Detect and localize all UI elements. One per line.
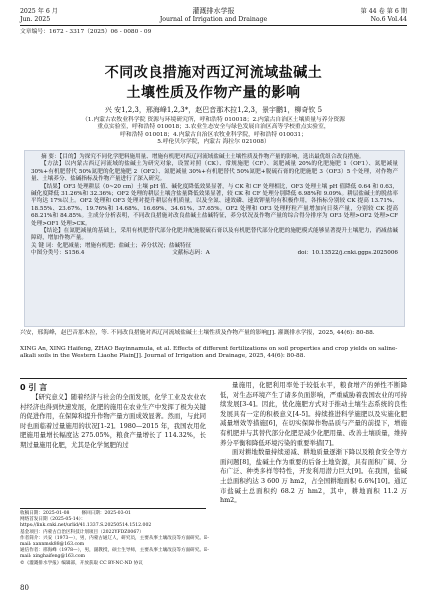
abstract-results: 【结果】OF3 处理耕层（0~20 cm）土壤 pH 值、碱化度降低效果显著，与 CK 和 CF 处理相比，OF3 处理土壤 pH 值降低 0.64 和 0.63，碱化度降低 31.26%和 32.36%；OF2 处理的耕层土壤含盐量降低效果显著，较 CK 和 CF 处理分别降低 6.98%和 9.09%。耕层盐碱土的脱盐率平均达 17%以上。OF2 处理和 OF3 处理对提升耕层有机质量，以及全氮、速效磷、速效钾量均有积极作用，各指标分别较 CK 提高 13.71%、18.55%、23.67%、19.76%和 14.68%、16.69%、34.61%、37.65%。OF2 处理和 OF3 处理籽粒产量增加向日葵产量，分别较 CK 提高 68.21%和 84.85%。主成分分析表明，不同改良措施对改良盐碱土盐碱特征，养分状况及作物产量的综合得分排序为 OF3 处理>OF2 处理>CF 处理>OF1 处理>CK。 [31, 183, 398, 227]
revised-date: 修回日期：2025-03-01 [81, 511, 131, 516]
header-date-en: Jun. 2025 [20, 16, 51, 23]
title-line2: 土壤性质及作物产量的影响 [126, 85, 301, 101]
header-journal-cn: 灌溉排水学报 [192, 7, 235, 15]
header-journal-en: Journal of Irrigation and Drainage [159, 16, 268, 23]
doc-code: 文章编号：1672 - 3317（2025）06 - 0080 - 09 [20, 29, 152, 35]
header-rule [20, 25, 407, 26]
affiliation-line: 5.呼伦贝尔学院，内蒙古 海拉尔 021008） [157, 139, 270, 146]
online-date: 网络首发日期（2025-05-14）：https://link.cnki.net/urlid/41.1337.S.20250514.1512.002 [20, 517, 152, 529]
abstract-objective: 摘 要：【目的】为探究不同化学肥料施用量、增施有机肥对西辽河流域盐碱土土壤性质及作物产量的影响，选出最优组合改良措施。 [41, 154, 365, 160]
section-heading: 0 引 言 [20, 383, 48, 392]
header-vol-en: No.6 Vol.44 [370, 16, 407, 23]
license: ©《灌溉排水学报》编辑部，开放获取 CC BY-NC-ND 协议 [20, 560, 143, 566]
citation-rule [20, 378, 407, 379]
corresponding-author: 通信作者：邢海峰（1978—），男，副教授，硕士生导师，主要从事土壤改良等方面研究。E-mail: xinghaifeng@163.com [20, 548, 209, 560]
clc-number: 中图分类号：S156.4 [31, 250, 85, 257]
footnote-rule [20, 508, 206, 509]
fund-info: 基金项目：内蒙古自治区科技计划项目（2022YFDZ0067） [20, 529, 144, 535]
header-date-cn: 2025 年 6 月 [20, 8, 58, 15]
abstract-conclusion: 【结论】在氮肥减量的基础上，采用有机肥替代部分化肥并配施脱硫石膏以及有机肥替代部分化肥的施肥模式能够显著提升土壤肥力，消减盐碱障碍，增加作物产量。 [31, 228, 398, 242]
author-bio: 作者简介：兴安（1973—），男，内蒙古通辽人，研究员，主要从事土壤改良等方面研究。E-mail: xannmsk88@163.com [20, 535, 209, 548]
footnote-block [20, 511, 210, 567]
page-number: 80 [20, 584, 29, 592]
header-vol-cn: 第 44 卷 第 6 期 [360, 8, 407, 15]
left-column [20, 393, 206, 505]
citation-en: XING An, XING Haifeng, ZHAO Bayinnamula, et al. Effects of different fertilizations on soil properties and crop yields on saline-alkali soils in the Western Liaohe Plain[J]. Journal of Irrigation and Drainage, 2025, 44(6): 80-88. [20, 346, 398, 360]
right-paragraph-2: 面对耕地数量持续递减、耕地质量逐渐下降以及粮食安全等方面问题[8]，盐碱土作为重要的后备土地资源，具有面积广阔、分布广泛、种类多样等特性，开发利用潜力巨大[9]。在我国，盐碱土总面积约达 3 600 万 hm2，占全国耕地面积 6.6%[10]。通辽市盐碱土总面积约 68.2 万 hm2，其中，耕地面积 11.2 万 hm2。 [220, 448, 407, 505]
affiliation-line: （1.内蒙古农牧业科学院 资源与环境研究所，呼和浩特 010018；2.内蒙古自治区土壤质量与养分资源 [82, 117, 345, 123]
right-column [220, 381, 407, 573]
abstract-box [24, 150, 405, 327]
affiliation-line: 重点实验室，呼和浩特 010018；3.农业生态安全与绿色发展自治区高等学校重点实验室， [97, 124, 330, 131]
doi-link[interactable]: doi：10.13522/j.cnki.ggps.2025006 [297, 250, 398, 257]
citation-cn: 兴安，邢海峰，赵巴音那木拉，等. 不同改良措施对西辽河流域盐碱土土壤性质及作物产量的影响[J]. 灌溉排水学报，2025, 44(6): 80-88. [20, 330, 375, 336]
affiliations [30, 117, 397, 147]
affiliation-line: 呼和浩特 010018；4.内蒙古自治区农牧业科学院，呼和浩特 010031； [120, 131, 307, 138]
keywords: 关 键 词：化肥减量；增施有机肥；盐碱土；养分状况；盐碱特征 [31, 242, 192, 249]
received-date: 收稿日期：2025-01-08 [20, 511, 70, 516]
author-line: 兴 安1,2,3，邢海峰1,2,3*，赵巴音那木拉1,2,3，景宇鹏1，柳奇钦 5 [104, 106, 323, 114]
abstract-method: 【方法】以内蒙古西辽河流域的盐碱土为研究对象，设置对照（CK）、常规施肥（CF）、氮肥减量 20%的化肥施肥 1（OF1）、氮肥减量 30%+有机肥替代 50%氮肥的化肥施肥 2（OF2）、氮肥减量 30%+有机肥替代 50%氮肥+脱硫石膏的化肥施肥 3（OF3）5 个处理，对作物产量、土壤养分、盐碱指标及作物产量进行了深入研究。 [31, 161, 398, 183]
doc-mark: 文献标志码：A [172, 250, 210, 257]
left-paragraph: 【研究意义】随着经济与社会的全面发展，化学工业及农业农村经济也得到快速发展，化肥的施用在农业生产中发挥了极为关键的促进作用，在保障和提升作物产量方面成效显著。然而，与此同时也面临着过量施用的状况[1-2]。1980—2015 年，我国农用化肥施用量增长幅度达 275.05%，粮食产量增长了 114.32%，长期过量施用化肥，尤其是化学氮肥的过 [20, 393, 206, 449]
title-line1: 不同改良措施对西辽河流域盐碱土 [104, 65, 323, 81]
right-paragraph-1: 量施用，化肥利用率处于较低水平，粮食增产的弹性不断降低，对生态环境产生了诸多负面影响，严重威胁着我国农业的可持续发展[3-4]。因此，优化施肥方式对于推动土壤生态系统的良性发展具有一定的积极意义[4-5]。持续推进科学施肥以及实施化肥减量增效等措施[6]，在切实保障作物品质与产量的前提下，增施有机肥并与其替代部分化肥是减少化肥用量、改善土壤质量，维持养分平衡和降低环境污染的重要举措[7]。 [220, 381, 407, 447]
